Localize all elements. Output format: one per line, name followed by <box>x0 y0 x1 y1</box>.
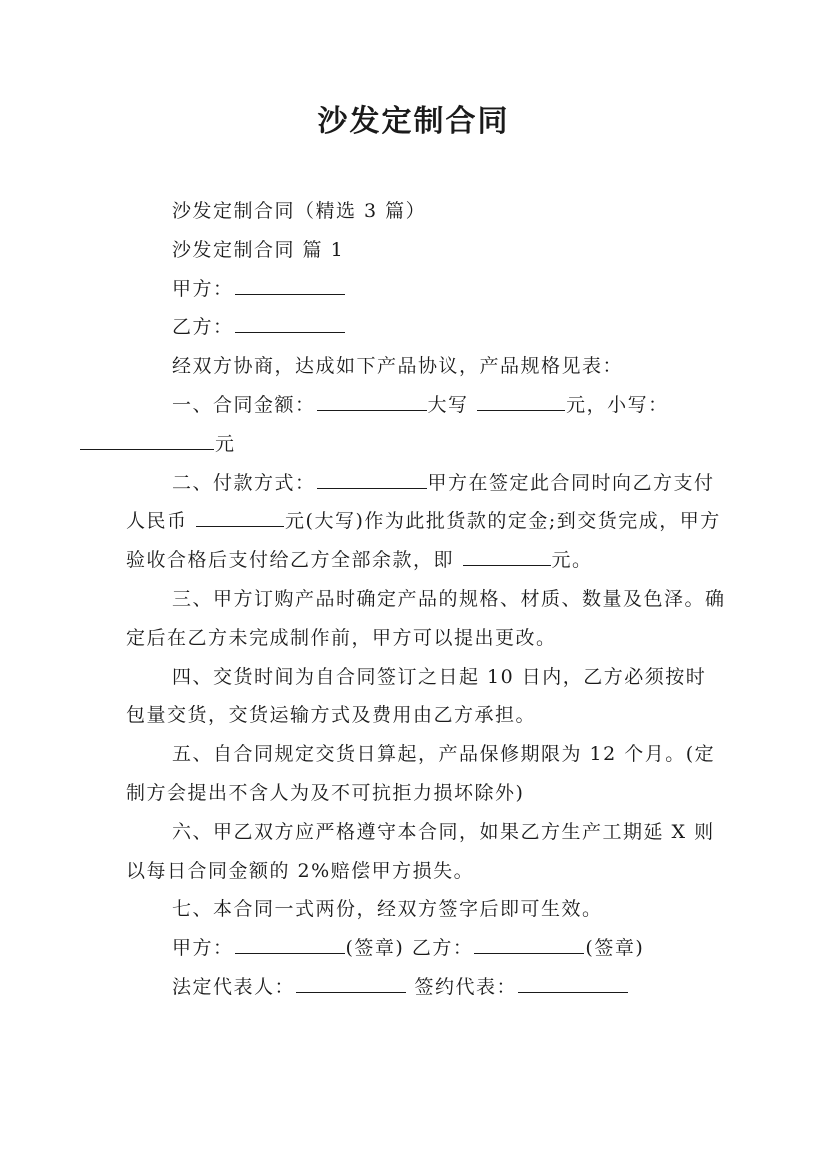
clause-1-text-d: 元 <box>215 432 236 455</box>
amount-blank <box>317 392 427 411</box>
deposit-blank <box>196 508 284 527</box>
section-heading: 沙发定制合同 篇 1 <box>172 238 345 261</box>
legal-rep-blank <box>296 974 406 993</box>
signature-a-blank <box>235 935 345 954</box>
party-b-line <box>126 308 726 347</box>
signing-rep-label: 签约代表： <box>407 975 518 998</box>
clause-5: 五、自合同规定交货日算起，产品保修期限为 12 个月。(定制方会提出不含人为及不可抗拒力损坏除外) <box>126 743 716 804</box>
amount-lower-blank <box>80 431 214 450</box>
clause-4: 四、交货时间为自合同签订之日起 10 日内，乙方必须按时包量交货，交货运输方式及费用由乙方承担。 <box>126 665 707 727</box>
clause-2-text-a: 二、付款方式： <box>172 471 316 494</box>
clause-1-text-b: 大写 <box>427 393 477 416</box>
clause-3: 三、甲方订购产品时确定产品的规格、材质、数量及色泽。确定后在乙方未完成制作前，甲方可以提出更改。 <box>126 587 726 649</box>
document-title: 沙发定制合同 <box>317 104 510 139</box>
clause-7: 七、本合同一式两份，经双方签字后即可生效。 <box>172 898 603 921</box>
preamble: 经双方协商，达成如下产品协议，产品规格见表： <box>172 355 624 378</box>
clause-6: 六、甲乙双方应严格遵守本合同，如果乙方生产工期延 X 则以每日合同金额的 2%赔偿甲方损失。 <box>126 820 715 882</box>
signature-b-blank <box>474 935 584 954</box>
intro-line: 沙发定制合同（精选 3 篇） <box>172 200 427 222</box>
party-a-label: 甲方： <box>172 277 234 300</box>
payment-method-blank <box>317 470 427 489</box>
clause-1-text-c: 元，小写： <box>566 393 669 416</box>
document-body <box>126 192 726 1007</box>
legal-rep-label: 法定代表人： <box>172 975 296 998</box>
amount-upper-blank <box>477 392 565 411</box>
signature-b-label: 乙方： <box>411 937 474 960</box>
signature-a-seal: (签章) <box>345 937 412 960</box>
balance-blank <box>463 547 551 566</box>
clause-2-text-c: 元(大写)作为此批货款的定金;到交货完成，甲方验收合格后支付给乙方全部余款，即 <box>126 510 721 572</box>
clause-1-text-a: 一、合同金额： <box>172 393 316 416</box>
signature-a-label: 甲方： <box>172 937 234 960</box>
clause-2-text-d: 元。 <box>551 549 593 572</box>
party-a-line <box>126 270 726 309</box>
signature-b-seal: (签章) <box>585 937 645 960</box>
signing-rep-blank <box>518 974 628 993</box>
party-a-blank <box>235 276 345 295</box>
signature-line <box>126 929 726 968</box>
clause-1 <box>126 386 726 464</box>
party-b-label: 乙方： <box>172 316 234 339</box>
party-b-blank <box>235 314 345 333</box>
clause-2 <box>126 464 726 580</box>
representatives-line <box>126 968 726 1007</box>
clause-2-text-b: 甲方在签定此合同时向乙方支付人民币 <box>126 471 715 533</box>
